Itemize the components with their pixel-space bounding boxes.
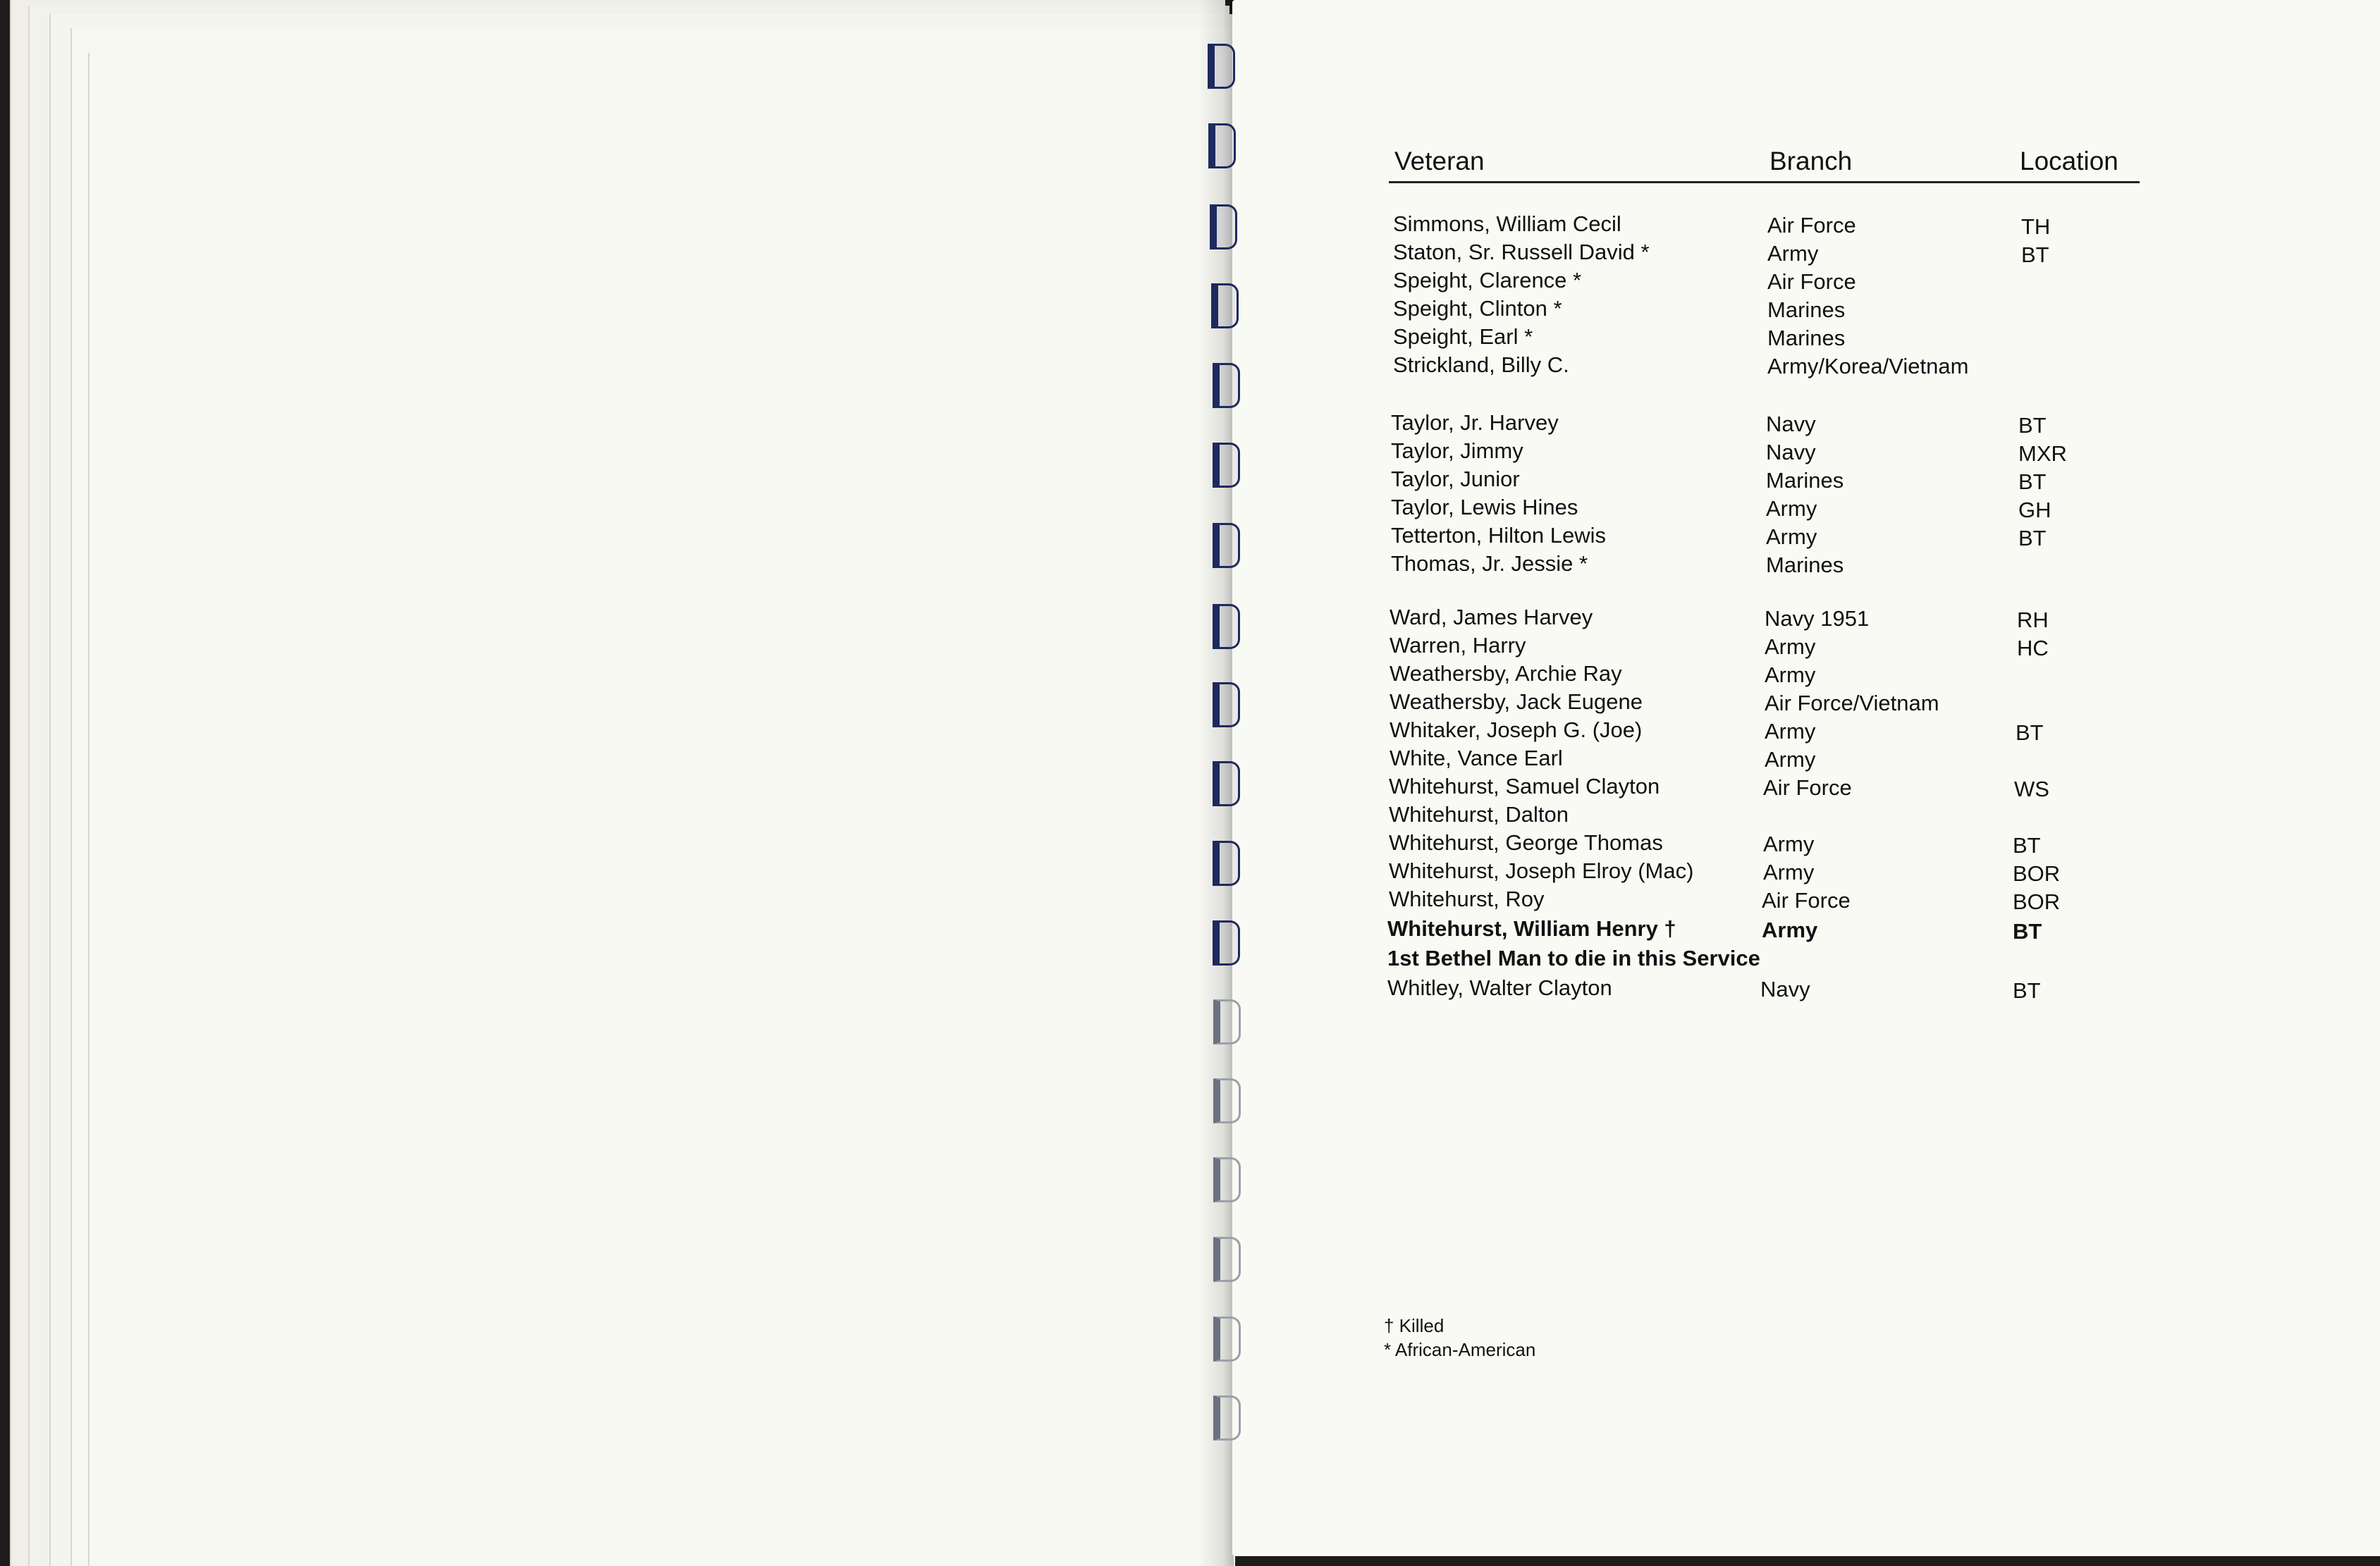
veteran-location: BT [2016,720,2044,745]
veteran-location: BT [2021,242,2049,267]
veteran-branch: Army [1767,241,1819,266]
veteran-name: White, Vance Earl [1390,746,1563,770]
veteran-name: Whitehurst, Roy [1389,887,1545,911]
veteran-branch: Air Force [1767,269,1856,294]
veteran-location: BT [2018,469,2047,494]
left-page [88,53,1235,1566]
spiral-binding [1198,0,1269,1566]
veteran-name: Whitehurst, George Thomas [1389,830,1663,855]
binding-coil [1202,44,1229,85]
veteran-name: Strickland, Billy C. [1393,352,1569,377]
veteran-name: Whitehurst, William Henry † [1387,916,1676,941]
veteran-location: MXR [2018,441,2067,466]
veteran-name: Taylor, Jimmy [1391,438,1523,463]
veteran-name: Whitaker, Joseph G. (Joe) [1390,717,1643,742]
memorial-note: 1st Bethel Man to die in this Service [1387,946,1760,970]
legend-african-american: * African-American [1384,1339,1536,1360]
header-branch: Branch [1769,147,1853,175]
veteran-branch: Navy [1766,440,1816,464]
veteran-branch: Navy [1760,977,1810,1001]
veteran-name: Simmons, William Cecil [1393,211,1621,236]
binding-coil [1207,604,1234,645]
veteran-name: Staton, Sr. Russell David * [1393,240,1650,264]
veteran-branch: Marines [1766,553,1844,577]
veteran-branch: Army [1763,832,1815,856]
veteran-location: RH [2017,608,2049,632]
veteran-location: TH [2021,214,2051,239]
veteran-name: Taylor, Lewis Hines [1391,495,1578,519]
veteran-branch: Army/Korea/Vietnam [1767,354,1969,378]
binding-coil [1203,123,1229,164]
header-rule [1389,181,2140,183]
binding-coil [1208,1395,1234,1436]
veteran-branch: Air Force [1767,213,1856,238]
veteran-location: HC [2017,636,2049,660]
veteran-location: GH [2018,498,2051,522]
header-location: Location [2020,147,2118,175]
veteran-name: Taylor, Junior [1391,467,1520,491]
veteran-branch: Marines [1767,297,1846,322]
binding-coil [1208,1157,1234,1198]
binding-coil [1204,204,1231,245]
binding-coil [1207,363,1234,404]
veteran-branch: Army [1765,719,1816,744]
veteran-location: BT [2018,413,2047,438]
veteran-name: Warren, Harry [1390,633,1526,658]
binding-coil [1207,443,1234,483]
binding-coil [1207,523,1234,564]
veteran-name: Speight, Clarence * [1393,268,1582,292]
header-veteran: Veteran [1394,147,1485,175]
binding-coil [1208,999,1234,1040]
veteran-branch: Navy 1951 [1765,606,1870,631]
binding-coil [1207,841,1234,882]
veteran-location: WS [2014,777,2049,801]
veteran-branch: Marines [1767,326,1846,350]
veteran-branch: Marines [1766,468,1844,493]
veteran-location: BT [2013,833,2041,858]
veteran-location: BT [2018,526,2047,550]
veteran-name: Thomas, Jr. Jessie * [1391,551,1588,576]
legend-killed: † Killed [1384,1315,1444,1336]
binding-coil [1206,283,1232,324]
veteran-name: Tetterton, Hilton Lewis [1391,523,1606,548]
veteran-location: BOR [2013,861,2061,886]
veteran-branch: Army [1765,662,1816,687]
veteran-branch: Army [1763,860,1815,884]
veteran-location: BT [2013,919,2042,944]
veteran-name: Whitehurst, Joseph Elroy (Mac) [1389,858,1694,883]
veteran-name: Speight, Earl * [1393,324,1533,349]
veteran-location: BT [2013,978,2041,1003]
veteran-location: BOR [2013,889,2061,914]
veteran-name: Whitehurst, Samuel Clayton [1389,774,1660,799]
veteran-name: Whitehurst, Dalton [1389,802,1569,827]
veteran-branch: Army [1766,524,1817,549]
veteran-branch: Army [1765,634,1816,659]
veteran-branch: Navy [1766,412,1816,436]
veteran-branch: Army [1765,747,1816,772]
veteran-name: Ward, James Harvey [1390,605,1593,629]
veteran-name: Whitley, Walter Clayton [1387,975,1612,1000]
veteran-branch: Air Force [1762,888,1851,913]
veteran-name: Weathersby, Archie Ray [1390,661,1622,686]
binding-coil [1208,1237,1234,1278]
veteran-branch: Air Force [1763,775,1852,800]
binding-coil [1208,1078,1234,1119]
veteran-branch: Army [1762,918,1818,942]
veteran-branch: Army [1766,496,1817,521]
binding-coil [1207,920,1234,961]
binding-coil [1207,682,1234,723]
veteran-branch: Air Force/Vietnam [1765,691,1939,715]
veteran-name: Speight, Clinton * [1393,296,1562,321]
binding-coil [1207,761,1234,802]
veteran-name: Taylor, Jr. Harvey [1391,410,1559,435]
binding-coil [1208,1317,1234,1357]
veteran-name: Weathersby, Jack Eugene [1390,689,1643,714]
